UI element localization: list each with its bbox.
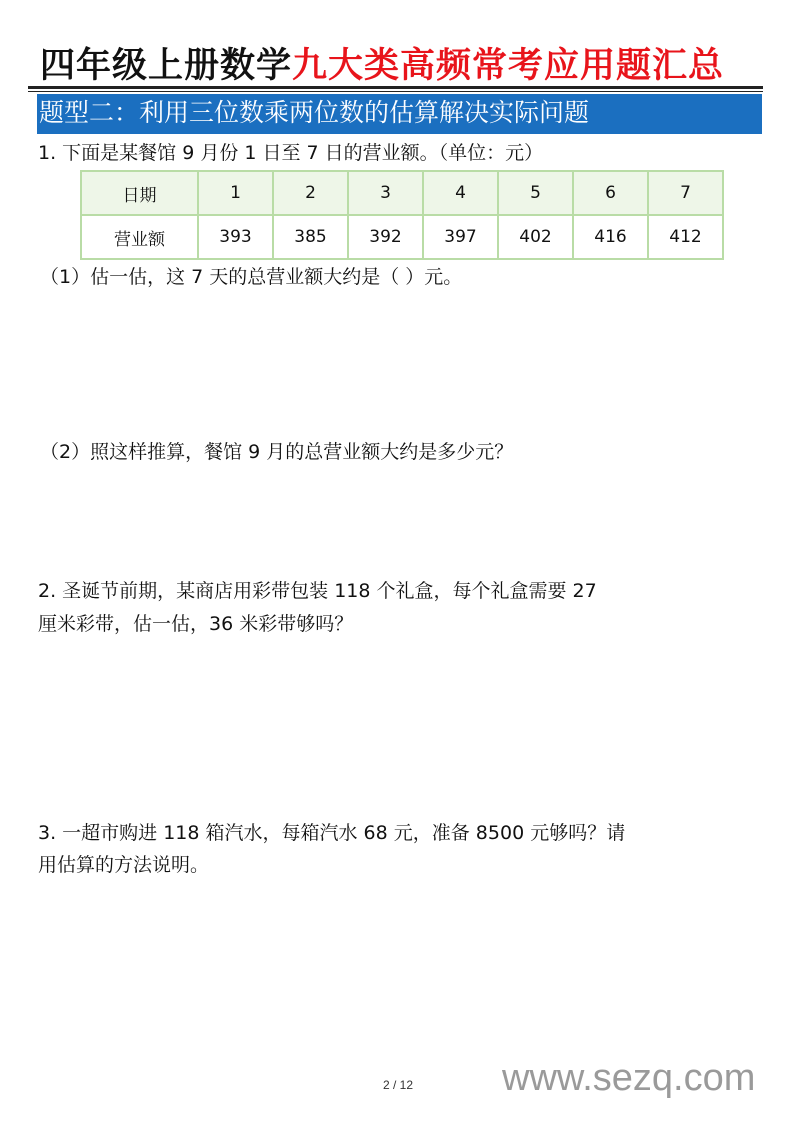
table-cell: 7	[648, 171, 723, 215]
table-cell: 4	[423, 171, 498, 215]
table-cell: 2	[273, 171, 348, 215]
title-rule-thin	[28, 91, 763, 92]
table-cell: 392	[348, 215, 423, 259]
table-row	[81, 171, 723, 215]
title-black: 四年级上册数学	[40, 46, 293, 86]
table-cell: 1	[198, 171, 273, 215]
table-cell: 3	[348, 171, 423, 215]
table-cell: 6	[573, 171, 648, 215]
title-red: 九大类高频常考应用题汇总	[292, 46, 725, 86]
table-cell: 416	[573, 215, 648, 259]
question-2-line-1: 2. 圣诞节前期，某商店用彩带包装 118 个礼盒，每个礼盒需要 27	[38, 580, 597, 602]
table-cell: 日期	[81, 171, 198, 215]
table-cell: 5	[498, 171, 573, 215]
page-number: 2 / 12	[383, 1078, 414, 1092]
question-3-line-2: 用估算的方法说明。	[38, 854, 210, 876]
question-1-part-1: （1）估一估，这 7 天的总营业额大约是（ ）元。	[40, 266, 463, 288]
table-row	[81, 215, 723, 259]
page-title	[40, 38, 724, 88]
revenue-table	[80, 170, 724, 260]
table-cell: 385	[273, 215, 348, 259]
table-cell: 397	[423, 215, 498, 259]
watermark: www.sezq.com	[502, 1057, 756, 1099]
section-heading: 题型二：利用三位数乘两位数的估算解决实际问题	[37, 94, 762, 134]
table-cell: 402	[498, 215, 573, 259]
question-1-part-2: （2）照这样推算，餐馆 9 月的总营业额大约是多少元？	[40, 441, 514, 463]
table-cell: 393	[198, 215, 273, 259]
table-cell: 412	[648, 215, 723, 259]
question-2-line-2: 厘米彩带，估一估，36 米彩带够吗？	[38, 613, 354, 635]
title-rule	[28, 86, 763, 89]
question-1-stem: 1. 下面是某餐馆 9 月份 1 日至 7 日的营业额。（单位：元）	[38, 142, 544, 164]
question-3-line-1: 3. 一超市购进 118 箱汽水，每箱汽水 68 元，准备 8500 元够吗？请	[38, 822, 626, 844]
table-cell: 营业额	[81, 215, 198, 259]
